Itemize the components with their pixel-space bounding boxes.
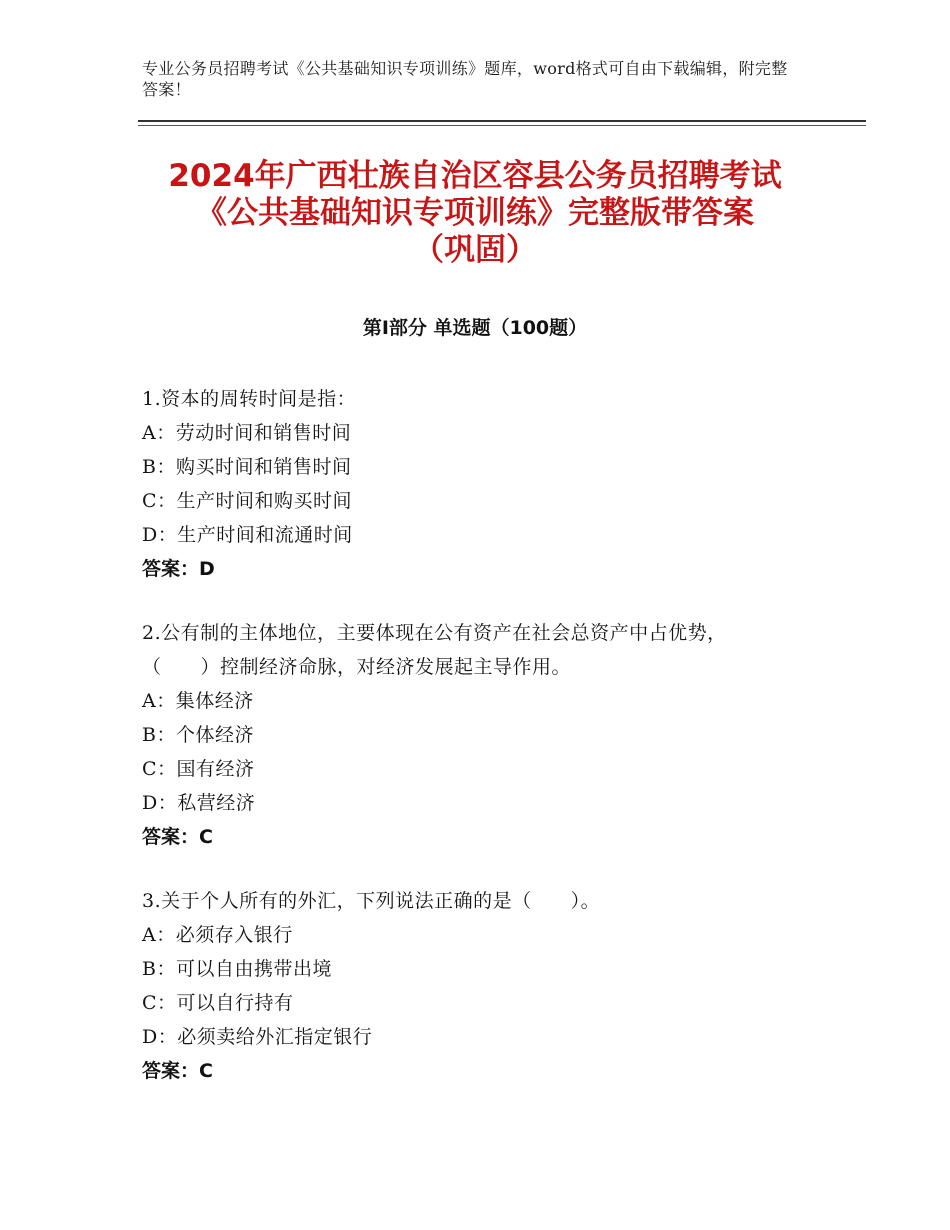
option-a: A：必须存入银行 xyxy=(142,924,293,946)
title-line-1: 2024年广西壮族自治区容县公务员招聘考试 xyxy=(168,158,782,194)
option-b: B：可以自由携带出境 xyxy=(142,958,332,980)
header-divider-thick xyxy=(138,120,866,122)
question-1 xyxy=(142,382,822,586)
answer-line: 答案：D xyxy=(142,558,215,580)
option-d: D：私营经济 xyxy=(142,792,256,814)
option-a: A：集体经济 xyxy=(142,690,254,712)
document-title xyxy=(120,158,830,269)
option-c: C：生产时间和购买时间 xyxy=(142,490,353,512)
question-stem: 2.公有制的主体地位，主要体现在公有资产在社会总资产中占优势， xyxy=(142,622,727,644)
option-c: C：可以自行持有 xyxy=(142,992,294,1014)
question-3 xyxy=(142,884,822,1088)
question-stem: 1.资本的周转时间是指： xyxy=(142,388,357,410)
header-note: 专业公务员招聘考试《公共基础知识专项训练》题库，word格式可自由下载编辑，附完整答案！ xyxy=(142,59,788,99)
option-d: D：生产时间和流通时间 xyxy=(142,524,353,546)
title-line-3: （巩固） xyxy=(413,232,537,268)
question-stem-continued: （ ）控制经济命脉，对经济发展起主导作用。 xyxy=(142,656,572,678)
header-divider-thin xyxy=(138,125,866,126)
answer-line: 答案：C xyxy=(142,826,213,848)
option-d: D：必须卖给外汇指定银行 xyxy=(142,1026,373,1048)
option-a: A：劳动时间和销售时间 xyxy=(142,422,352,444)
question-2 xyxy=(142,616,822,854)
answer-line: 答案：C xyxy=(142,1060,213,1082)
option-b: B：购买时间和销售时间 xyxy=(142,456,352,478)
option-c: C：国有经济 xyxy=(142,758,255,780)
option-b: B：个体经济 xyxy=(142,724,254,746)
question-stem: 3.关于个人所有的外汇，下列说法正确的是（ ）。 xyxy=(142,890,601,912)
section-title: 第Ⅰ部分 单选题（100题） xyxy=(362,317,588,339)
question-list xyxy=(142,382,822,1118)
title-line-2: 《公共基础知识专项训练》完整版带答案 xyxy=(196,195,754,231)
